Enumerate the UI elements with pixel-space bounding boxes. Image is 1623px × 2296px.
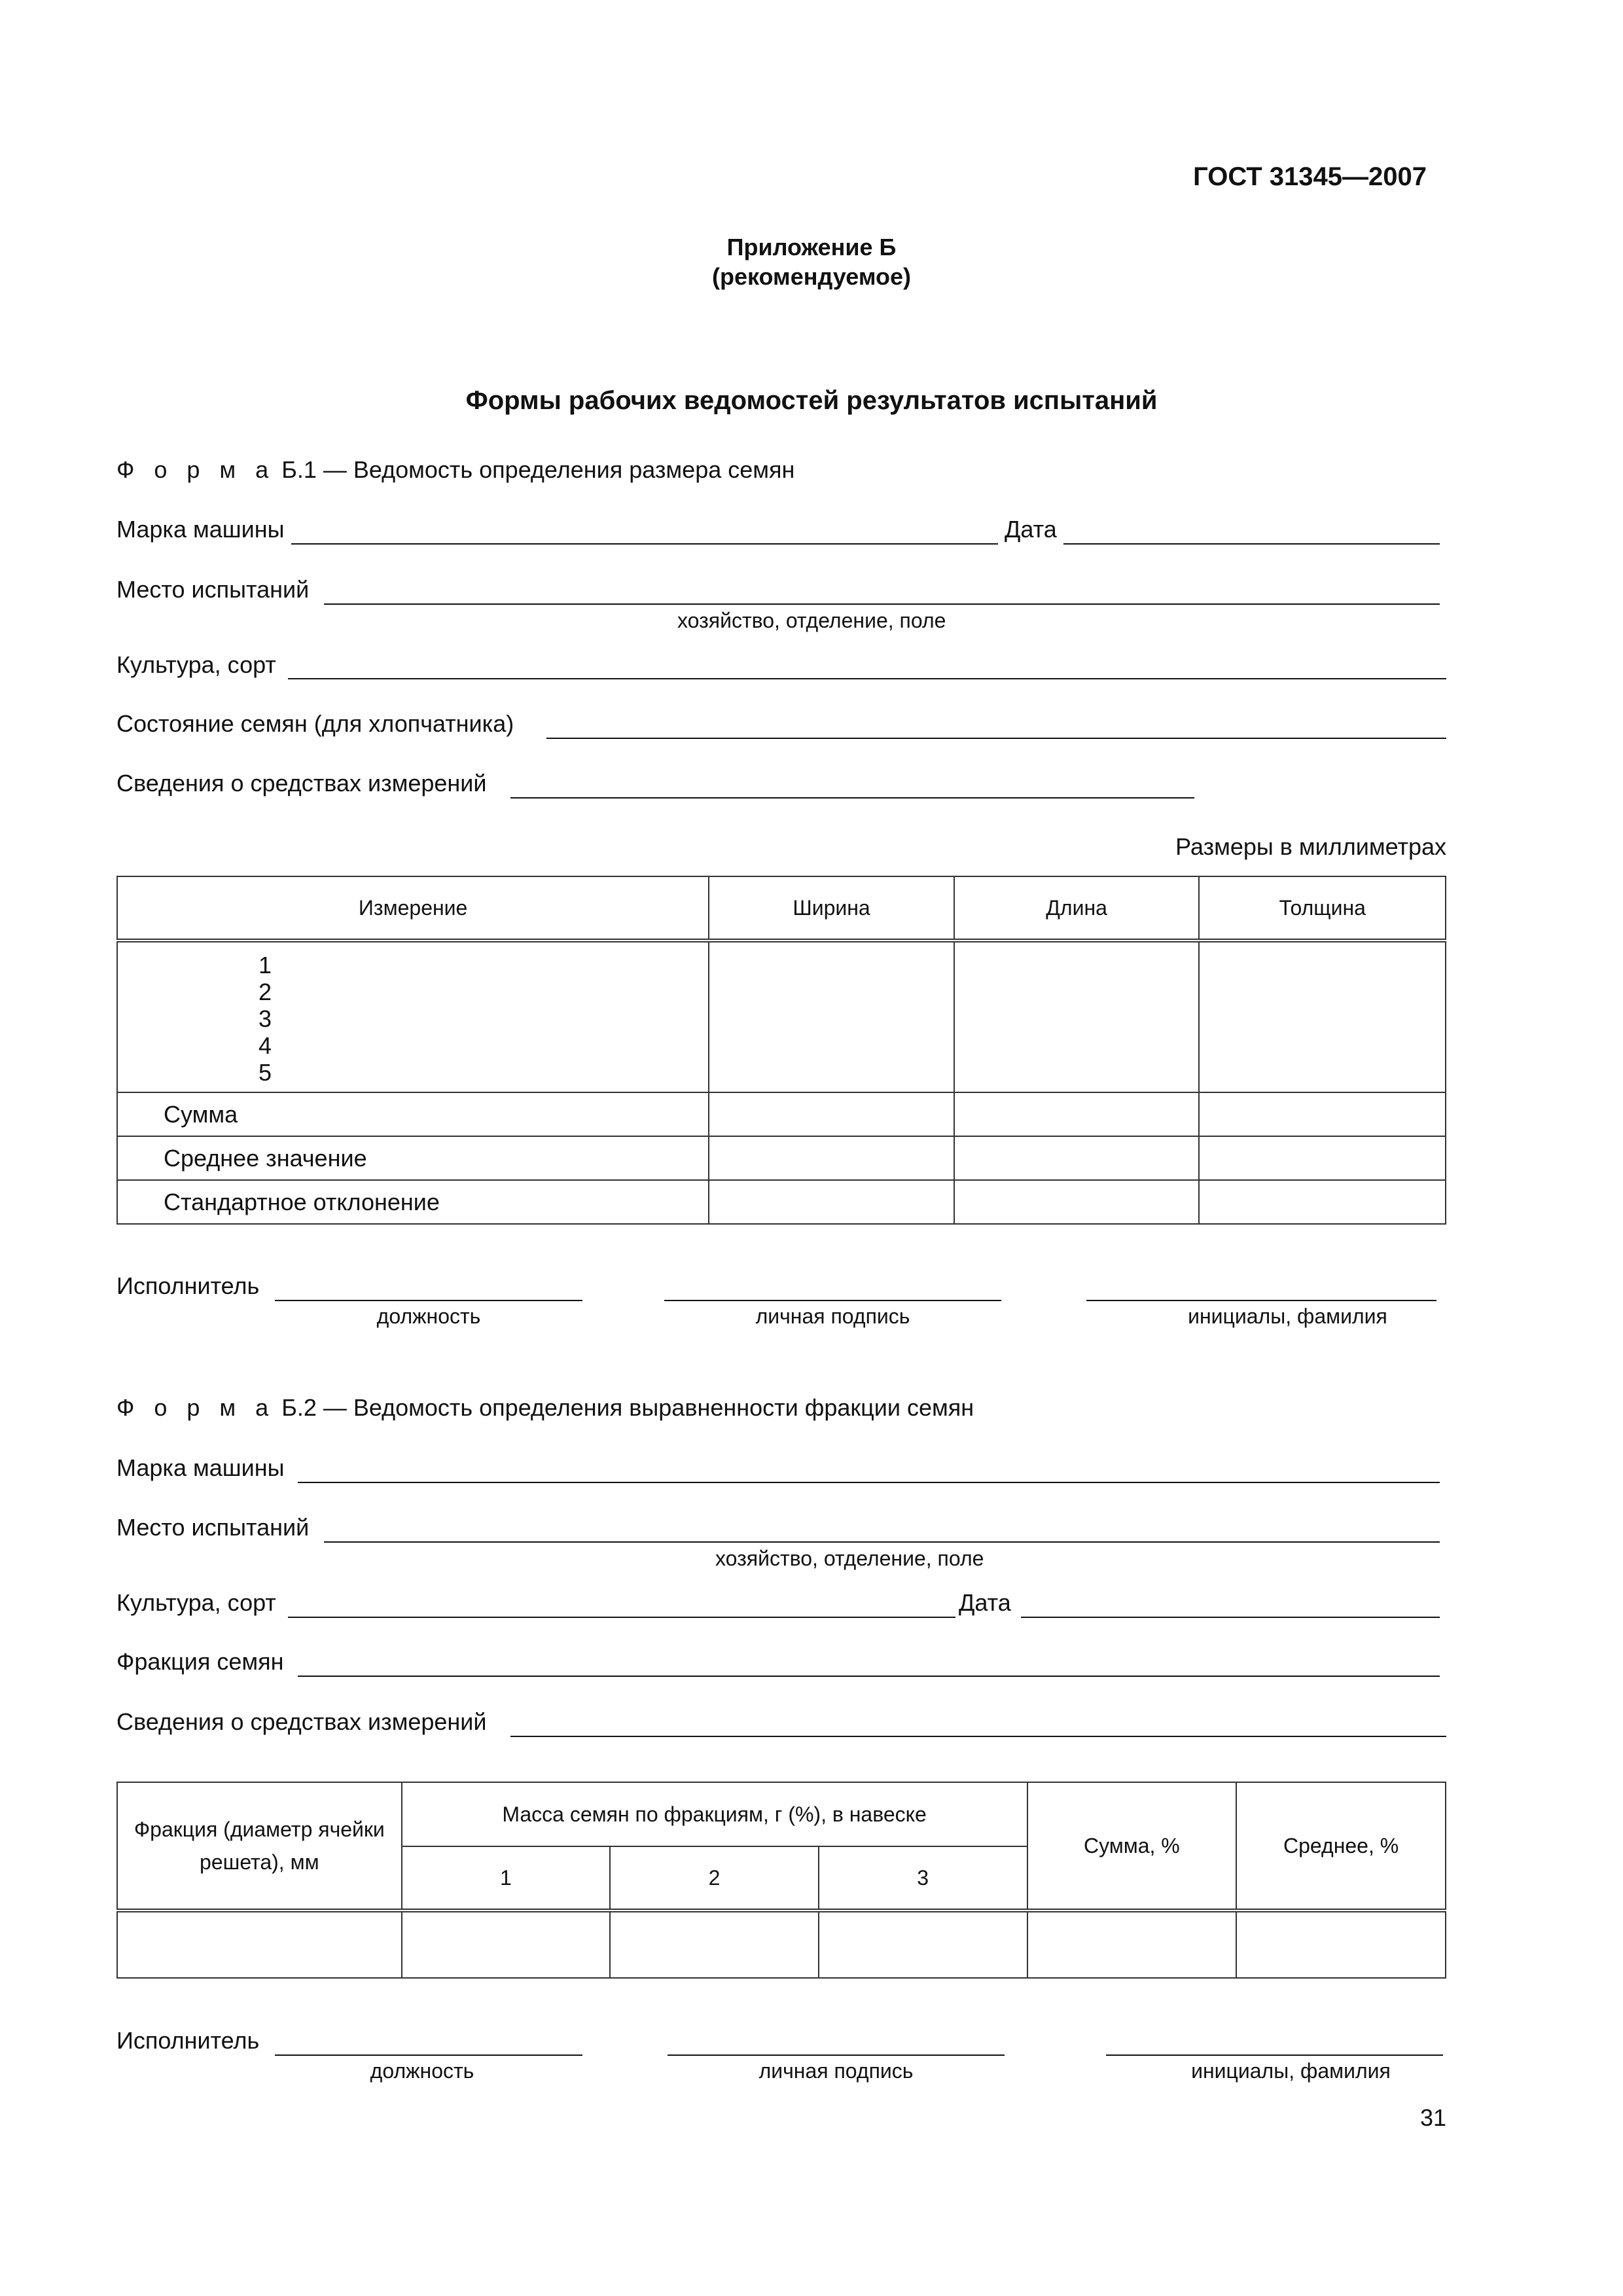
form2-name-line[interactable] — [1106, 2054, 1443, 2056]
table-cell[interactable] — [1199, 1092, 1446, 1136]
units-note: Размеры в миллиметрах — [1175, 833, 1446, 860]
measurement-number: 5 — [258, 1059, 272, 1086]
header-mass: Масса семян по фракциям, г (%), в навеске — [402, 1782, 1027, 1846]
header-fraction: Фракция (диаметр ячейки решета), мм — [117, 1782, 402, 1910]
header-sum: Сумма, % — [1027, 1782, 1237, 1910]
table-cell[interactable] — [1236, 1910, 1446, 1978]
form1-measurements-row — [117, 941, 1446, 1092]
table-cell[interactable] — [819, 1910, 1027, 1978]
table-cell[interactable] — [709, 941, 954, 1092]
form1-sign-caption: личная подпись — [755, 1304, 910, 1328]
form1-name-caption: инициалы, фамилия — [1188, 1304, 1387, 1328]
form2-date-label: Дата — [959, 1589, 1011, 1616]
form1-name-line[interactable] — [1086, 1300, 1436, 1301]
document-code: ГОСТ 31345—2007 — [1193, 162, 1427, 191]
form2-prefix: Ф о р м а — [116, 1394, 276, 1421]
form2-position-caption: должность — [370, 2059, 474, 2083]
form1-sign-line[interactable] — [664, 1300, 1001, 1301]
form2-signature-label: Исполнитель — [116, 2027, 260, 2054]
form2-place-line[interactable] — [324, 1541, 1440, 1543]
form1-date-label: Дата — [1005, 516, 1057, 543]
form1-machine-line[interactable] — [291, 543, 998, 545]
form2-heading — [116, 1394, 974, 1422]
table-cell[interactable] — [954, 1136, 1200, 1180]
table-cell[interactable] — [610, 1910, 819, 1978]
appendix-title: Приложение Б — [726, 234, 897, 260]
form1-table — [116, 876, 1446, 1225]
form1-culture-line[interactable] — [288, 678, 1446, 679]
form1-place-line[interactable] — [324, 603, 1440, 605]
header-mass-1: 1 — [402, 1846, 611, 1910]
form1-stddev-row — [117, 1180, 1446, 1224]
row-label-sum: Сумма — [117, 1092, 709, 1136]
form2-name-caption: инициалы, фамилия — [1191, 2059, 1391, 2083]
form1-date-line[interactable] — [1063, 543, 1440, 545]
form2-place-label: Место испытаний — [116, 1514, 310, 1541]
form2-instruments-label: Сведения о средствах измерений — [116, 1708, 487, 1735]
table-cell[interactable] — [709, 1092, 954, 1136]
header-thickness: Толщина — [1199, 876, 1446, 941]
form1-instruments-label: Сведения о средствах измерений — [116, 770, 487, 797]
form2-fraction-line[interactable] — [298, 1676, 1440, 1677]
form2-title: Б.2 — Ведомость определения выравненности фракции семян — [281, 1394, 974, 1421]
form1-state-label: Состояние семян (для хлопчатника) — [116, 710, 514, 737]
form1-machine-label: Марка машины — [116, 516, 285, 543]
header-average: Среднее, % — [1236, 1782, 1446, 1910]
table-cell[interactable] — [1199, 941, 1446, 1092]
form2-table — [116, 1782, 1446, 1979]
measurement-numbers-cell — [117, 941, 709, 1092]
header-mass-3: 3 — [819, 1846, 1027, 1910]
form2-data-row — [117, 1910, 1446, 1978]
table-cell[interactable] — [954, 1180, 1200, 1224]
form1-sum-row — [117, 1092, 1446, 1136]
form2-sign-caption: личная подпись — [758, 2059, 914, 2083]
form1-prefix: Ф о р м а — [116, 456, 276, 483]
form2-instruments-line[interactable] — [510, 1736, 1446, 1737]
form2-culture-label: Культура, сорт — [116, 1589, 276, 1616]
table-cell[interactable] — [709, 1180, 954, 1224]
header-measurement: Измерение — [117, 876, 709, 941]
section-title: Формы рабочих ведомостей результатов испытаний — [465, 386, 1158, 415]
measurement-number: 3 — [258, 1005, 272, 1032]
form1-table-header-row — [117, 876, 1446, 941]
appendix-subtitle: (рекомендуемое) — [712, 263, 911, 290]
header-length: Длина — [954, 876, 1200, 941]
page-number: 31 — [1419, 2104, 1446, 2131]
header-mass-2: 2 — [610, 1846, 819, 1910]
form2-date-line[interactable] — [1021, 1617, 1440, 1618]
form1-place-label: Место испытаний — [116, 576, 310, 603]
form1-instruments-line[interactable] — [510, 797, 1194, 798]
form2-culture-line[interactable] — [288, 1617, 955, 1618]
table-cell[interactable] — [1199, 1136, 1446, 1180]
form2-table-header-row — [117, 1782, 1446, 1846]
measurement-number: 1 — [258, 952, 272, 978]
form2-sign-line[interactable] — [668, 2054, 1005, 2056]
table-cell[interactable] — [117, 1910, 402, 1978]
header-width: Ширина — [709, 876, 954, 941]
table-cell[interactable] — [1199, 1180, 1446, 1224]
form2-fraction-label: Фракция семян — [116, 1648, 284, 1675]
form1-position-caption: должность — [376, 1304, 481, 1328]
form2-position-line[interactable] — [275, 2054, 582, 2056]
form1-position-line[interactable] — [275, 1300, 582, 1301]
form1-state-line[interactable] — [546, 738, 1446, 739]
form1-title: Б.1 — Ведомость определения размера семян — [281, 456, 795, 483]
table-cell[interactable] — [402, 1910, 611, 1978]
form1-mean-row — [117, 1136, 1446, 1180]
form2-machine-label: Марка машины — [116, 1454, 285, 1481]
table-cell[interactable] — [954, 1092, 1200, 1136]
form1-signature-label: Исполнитель — [116, 1272, 260, 1299]
table-cell[interactable] — [709, 1136, 954, 1180]
measurement-number: 2 — [258, 978, 272, 1005]
form1-culture-label: Культура, сорт — [116, 651, 276, 678]
measurement-number: 4 — [258, 1032, 272, 1059]
table-cell[interactable] — [1027, 1910, 1237, 1978]
form2-place-hint: хозяйство, отделение, поле — [715, 1547, 984, 1570]
form2-machine-line[interactable] — [298, 1482, 1440, 1483]
form1-heading — [116, 456, 794, 484]
row-label-stddev: Стандартное отклонение — [117, 1180, 709, 1224]
row-label-mean: Среднее значение — [117, 1136, 709, 1180]
table-cell[interactable] — [954, 941, 1200, 1092]
form1-place-hint: хозяйство, отделение, поле — [677, 609, 946, 632]
